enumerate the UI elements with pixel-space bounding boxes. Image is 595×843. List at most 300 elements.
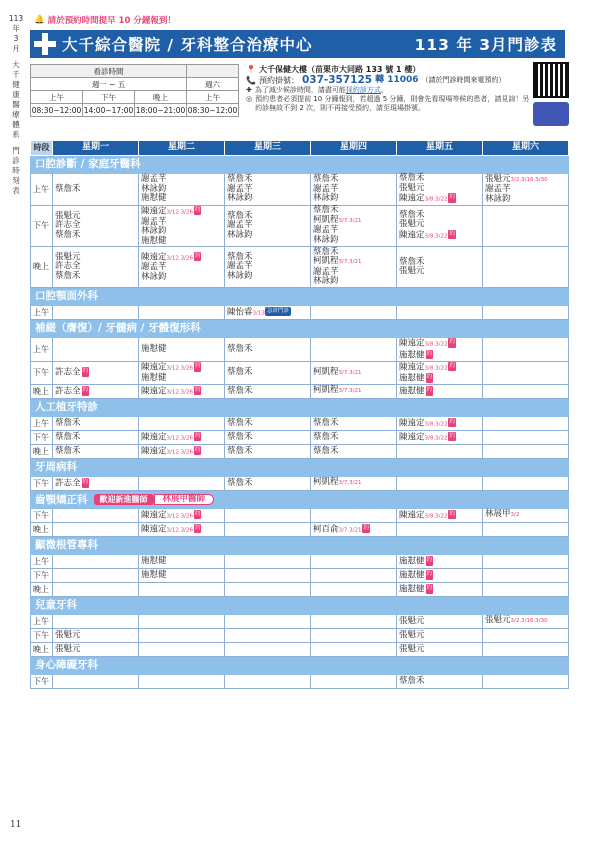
slot-label: 晚上 xyxy=(135,91,187,104)
date-note: 3/8.3/22 xyxy=(424,232,448,239)
doctor-name: 施懟健 xyxy=(399,350,425,360)
schedule-row xyxy=(31,509,569,523)
doctor-entry xyxy=(141,237,222,247)
doctor-name: 蔡詹禾 xyxy=(399,173,425,183)
appointment-badge: 約 xyxy=(426,570,434,580)
appointment-badge: 約 xyxy=(448,193,456,203)
appointment-badge: 約 xyxy=(194,252,202,262)
schedule-cell xyxy=(139,445,225,459)
facebook-icon[interactable] xyxy=(533,102,569,126)
doctor-name: 許志全 xyxy=(55,367,81,378)
schedule-cell xyxy=(483,675,569,689)
side-char: 醫 xyxy=(12,100,20,109)
doctor-entry xyxy=(313,386,394,397)
doctor-entry xyxy=(55,272,136,282)
doctor-name: 陳遠定 xyxy=(141,251,167,262)
schedule-row xyxy=(31,205,569,246)
schedule-cell xyxy=(483,629,569,643)
doctor-name: 張魁元 xyxy=(399,266,425,276)
doctor-name: 林展甲 xyxy=(485,509,511,520)
side-char: 年 xyxy=(12,24,20,33)
schedule-cell xyxy=(311,583,397,597)
schedule-cell xyxy=(311,306,397,320)
doctor-name: 蔡詹禾 xyxy=(227,385,253,396)
schedule-cell xyxy=(397,555,483,569)
doctor-entry xyxy=(141,571,222,581)
phone-prefix: 預約掛號： xyxy=(258,76,299,85)
doctor-name: 林詠鈞 xyxy=(141,271,167,282)
section-title: 人工植牙特診 xyxy=(35,400,98,413)
slot-label: 晚上 xyxy=(31,247,53,288)
doctor-entry xyxy=(485,195,566,205)
doctor-name: 柯百俞 xyxy=(313,523,339,534)
date-note: 3/12.3/26 xyxy=(166,254,193,261)
appointment-badge: 約 xyxy=(426,556,434,566)
new-doctor-badge: 歡迎新進醫師 xyxy=(94,494,154,506)
schedule-cell xyxy=(397,385,483,399)
schedule-cell xyxy=(311,477,397,491)
doctor-entry xyxy=(313,194,394,204)
appointment-badge: 約 xyxy=(426,350,434,360)
doctor-entry xyxy=(227,447,308,457)
schedule-row xyxy=(31,361,569,385)
doctor-name: 蔡詹禾 xyxy=(313,246,339,257)
doctor-entry xyxy=(399,418,480,430)
doctor-name: 陳遠定 xyxy=(399,361,425,372)
doctor-name: 謝孟芊 xyxy=(313,183,339,194)
schedule-cell xyxy=(311,569,397,583)
slot-label: 上午 xyxy=(31,91,83,104)
section-title: 齒顎矯正科 xyxy=(35,493,88,506)
schedule-cell xyxy=(139,629,225,643)
slot-time: 08:30~12:00 xyxy=(31,105,82,115)
schedule-cell xyxy=(53,431,139,445)
qr-code[interactable] xyxy=(533,62,569,98)
doctor-name: 施懟健 xyxy=(399,570,425,581)
schedule-cell xyxy=(225,417,311,431)
phone-icon: 📞 xyxy=(246,76,256,85)
schedule-cell xyxy=(225,477,311,491)
doctor-name: 柯凱程 xyxy=(313,385,339,396)
section-header xyxy=(31,537,569,555)
reduce-link[interactable]: 採約診方式 xyxy=(345,86,381,94)
slot-label: 上午 xyxy=(31,417,53,431)
doctor-entry xyxy=(399,267,480,277)
section-header xyxy=(31,657,569,675)
schedule-cell xyxy=(53,643,139,657)
doctor-entry xyxy=(141,345,222,355)
hospital-cross-icon xyxy=(34,33,56,55)
slot-label: 下午 xyxy=(31,509,53,523)
slot-label: 下午 xyxy=(31,431,53,445)
slot-label: 下午 xyxy=(83,91,135,104)
schedule-cell xyxy=(311,385,397,399)
schedule-cell xyxy=(53,385,139,399)
doctor-name: 蔡詹禾 xyxy=(313,417,339,428)
slot-label: 上午 xyxy=(31,174,53,206)
schedule-row xyxy=(31,417,569,431)
doctor-name: 陳遠定 xyxy=(399,417,425,428)
schedule-cell xyxy=(483,555,569,569)
side-char: 千 xyxy=(12,70,20,79)
schedule-cell xyxy=(53,615,139,629)
date-note: 3/13 xyxy=(252,309,265,316)
side-char: 健 xyxy=(12,80,20,89)
schedule-cell xyxy=(53,174,139,206)
doctor-entry xyxy=(227,231,308,241)
doctor-name: 陳遠定 xyxy=(141,445,167,456)
doctor-name: 蔡詹禾 xyxy=(55,270,81,281)
schedule-row xyxy=(31,445,569,459)
schedule-cell xyxy=(397,615,483,629)
slot-label: 上午 xyxy=(31,306,53,320)
doctor-entry xyxy=(313,524,394,536)
doctor-name: 蔡詹禾 xyxy=(227,445,253,456)
schedule-cell xyxy=(225,569,311,583)
schedule-cell xyxy=(311,417,397,431)
slot-label: 上午 xyxy=(31,338,53,362)
schedule-cell xyxy=(311,629,397,643)
schedule-cell xyxy=(397,417,483,431)
side-char: 體 xyxy=(12,120,20,129)
saturday-label: 週六 xyxy=(187,78,239,91)
phone-note: （請於門診時間來電預約） xyxy=(421,76,506,84)
schedule-cell xyxy=(397,431,483,445)
slot-label: 下午 xyxy=(31,205,53,246)
schedule-cell xyxy=(53,477,139,491)
appointment-badge: 約 xyxy=(426,386,434,396)
hours-header: 看診時間 xyxy=(31,65,187,78)
schedule-cell xyxy=(311,361,397,385)
doctor-name: 蔡詹禾 xyxy=(227,431,253,442)
appointment-badge: 約 xyxy=(448,338,456,348)
doctor-name: 蔡詹禾 xyxy=(55,445,81,456)
doctor-entry xyxy=(399,584,480,595)
doctor-name: 柯凱程 xyxy=(313,256,339,266)
appointment-badge: 約 xyxy=(82,386,90,396)
appointment-badge: 約 xyxy=(194,206,202,216)
schedule-cell xyxy=(53,445,139,459)
schedule-cell xyxy=(53,569,139,583)
date-note: 3/12.3/26 xyxy=(166,512,193,519)
doctor-name: 謝孟芊 xyxy=(485,184,511,195)
reduce-end: 。 xyxy=(380,86,388,94)
schedule-cell xyxy=(483,306,569,320)
schedule-cell xyxy=(483,361,569,385)
slot-header: 時段 xyxy=(31,141,53,156)
doctor-entry xyxy=(399,510,480,522)
doctor-name: 林詠鈞 xyxy=(227,270,253,281)
section-header xyxy=(31,597,569,615)
doctor-entry xyxy=(141,557,222,567)
appointment-badge: 約 xyxy=(194,432,202,442)
doctor-entry xyxy=(141,374,222,384)
doctor-entry xyxy=(55,478,136,489)
schedule-row xyxy=(31,385,569,399)
doctor-name: 施懟健 xyxy=(141,343,167,354)
doctor-name: 陳遠定 xyxy=(141,509,167,520)
doctor-name: 林詠鈞 xyxy=(313,193,339,204)
day-header: 星期五 xyxy=(397,141,483,156)
schedule-cell xyxy=(397,247,483,288)
doctor-name: 謝孟芊 xyxy=(141,216,167,227)
slot-time: 18:00~21:00 xyxy=(135,105,186,115)
schedule-cell xyxy=(483,431,569,445)
section-header xyxy=(31,320,569,338)
appointment-badge: 約 xyxy=(194,362,202,372)
doctor-name: 陳遠定 xyxy=(399,338,425,349)
date-note: 3/8.3/22 xyxy=(424,364,448,371)
schedule-cell xyxy=(139,583,225,597)
side-char: 療 xyxy=(12,110,20,119)
schedule-row xyxy=(31,675,569,689)
doctor-name: 陳遠定 xyxy=(399,193,425,204)
doctor-entry xyxy=(141,524,222,536)
schedule-cell xyxy=(225,431,311,445)
doctor-name: 許志全 xyxy=(55,261,81,272)
slot-label: 上午 xyxy=(31,615,53,629)
schedule-cell xyxy=(483,385,569,399)
schedule-cell xyxy=(483,583,569,597)
doctor-name: 蔡詹禾 xyxy=(55,183,81,194)
appointment-badge: 約 xyxy=(194,446,202,456)
schedule-cell xyxy=(53,417,139,431)
side-char: 系 xyxy=(12,130,20,139)
schedule-cell xyxy=(139,523,225,537)
schedule-cell xyxy=(397,509,483,523)
section-header xyxy=(31,491,569,509)
doctor-entry xyxy=(399,386,480,397)
side-year: 113 xyxy=(8,14,24,23)
doctor-name: 張魁元 xyxy=(485,173,511,184)
slot-label: 下午 xyxy=(31,675,53,689)
doctor-entry xyxy=(399,230,480,242)
doctor-name: 謝孟芊 xyxy=(227,261,253,272)
date-note: 3/7.3/21 xyxy=(338,388,362,395)
doctor-name: 施懟健 xyxy=(141,555,167,566)
date-note: 3/12.3/26 xyxy=(166,388,193,395)
schedule-cell xyxy=(225,306,311,320)
doctor-entry xyxy=(399,338,480,350)
doctor-entry xyxy=(55,447,136,457)
schedule-cell xyxy=(397,445,483,459)
phone-number[interactable]: 037-357125 xyxy=(301,74,373,86)
schedule-row xyxy=(31,174,569,206)
schedule-cell xyxy=(397,643,483,657)
date-note: 3/2.3/16.3/30 xyxy=(510,176,548,183)
doctor-name: 張魁元 xyxy=(399,182,425,193)
schedule-cell xyxy=(225,675,311,689)
bell-icon: 🔔 xyxy=(34,15,45,25)
doctor-name: 林詠鈞 xyxy=(227,193,253,204)
side-char: 門 xyxy=(12,146,20,155)
schedule-cell xyxy=(397,477,483,491)
doctor-name: 蔡詹禾 xyxy=(399,209,425,220)
schedule-cell xyxy=(53,583,139,597)
doctor-name: 蔡詹禾 xyxy=(399,675,425,686)
doctor-name: 陳遠定 xyxy=(141,206,167,216)
doctor-name: 林詠鈞 xyxy=(485,193,511,204)
schedule-cell xyxy=(53,629,139,643)
doctor-name: 蔡詹禾 xyxy=(55,431,81,442)
doctor-entry xyxy=(55,367,136,378)
doctor-name: 蔡詹禾 xyxy=(313,205,339,216)
schedule-cell xyxy=(397,583,483,597)
section-title: 身心障礙牙科 xyxy=(35,658,98,671)
schedule-cell xyxy=(225,629,311,643)
date-note: 3/12.3/26 xyxy=(166,434,193,441)
schedule-cell xyxy=(139,205,225,246)
section-header xyxy=(31,288,569,306)
doctor-name: 張魁元 xyxy=(55,629,81,640)
doctor-entry xyxy=(485,510,566,521)
doctor-name: 蔡詹禾 xyxy=(227,417,253,428)
doctor-name: 謝孟芊 xyxy=(313,266,339,277)
schedule-cell xyxy=(225,445,311,459)
notice xyxy=(34,14,176,26)
date-note: 3/12.3/26 xyxy=(166,209,193,215)
schedule-cell xyxy=(139,675,225,689)
plus-icon: ✚ xyxy=(246,86,252,94)
schedule-cell xyxy=(225,205,311,246)
doctor-name: 林詠鈞 xyxy=(313,234,339,245)
slot-label: 下午 xyxy=(31,361,53,385)
slot-label: 晚上 xyxy=(31,385,53,399)
schedule-cell xyxy=(225,361,311,385)
doctor-entry xyxy=(313,478,394,489)
schedule-cell xyxy=(483,338,569,362)
doctor-entry xyxy=(55,433,136,443)
doctor-name: 張魁元 xyxy=(399,615,425,626)
slot-time: 14:00~17:00 xyxy=(83,105,134,115)
date-note: 3/7.3/21 xyxy=(338,526,362,533)
section-header xyxy=(31,459,569,477)
doctor-name: 陳遠定 xyxy=(399,431,425,442)
weekday-label: 週一 ~ 五 xyxy=(31,78,187,91)
schedule-cell xyxy=(483,477,569,491)
schedule-row xyxy=(31,569,569,583)
doctor-name: 蔡詹禾 xyxy=(399,256,425,267)
schedule-cell xyxy=(311,643,397,657)
slot-label: 下午 xyxy=(31,477,53,491)
doctor-name: 蔡詹禾 xyxy=(227,251,253,262)
date-note: 3/7.3/21 xyxy=(338,259,362,265)
schedule-cell xyxy=(225,174,311,206)
schedule-row xyxy=(31,306,569,320)
schedule-cell xyxy=(225,509,311,523)
slot-label: 下午 xyxy=(31,629,53,643)
doctor-name: 謝孟芊 xyxy=(141,174,167,185)
info-icon: ◎ xyxy=(246,95,253,103)
doctor-name: 許志全 xyxy=(55,386,81,397)
schedule-cell xyxy=(139,247,225,288)
clinic-badge: 急診門診 xyxy=(265,307,291,317)
doctor-name: 施懟健 xyxy=(399,556,425,567)
section-title: 兒童牙科 xyxy=(35,598,77,611)
notice-text: 請於預約時間提早 10 分鐘報到！ xyxy=(47,16,176,26)
doctor-name: 施懟健 xyxy=(141,569,167,580)
doctor-entry xyxy=(485,616,566,627)
appointment-badge: 約 xyxy=(448,362,456,372)
schedule-row xyxy=(31,615,569,629)
date-note: 3/8.3/22 xyxy=(424,341,448,348)
slot-label: 晚上 xyxy=(31,523,53,537)
doctor-name: 陳怡睿 xyxy=(227,306,253,317)
doctor-name: 柯凱程 xyxy=(313,477,339,488)
appointment-badge: 約 xyxy=(194,524,202,534)
schedule-cell xyxy=(397,205,483,246)
schedule-cell xyxy=(483,445,569,459)
doctor-entry xyxy=(399,631,480,641)
side-char: 診 xyxy=(12,156,20,165)
doctor-entry xyxy=(399,220,480,230)
slot-label: 上午 xyxy=(187,91,239,104)
schedule-cell xyxy=(311,174,397,206)
doctor-name: 謝孟芊 xyxy=(313,225,339,236)
booking-note: 預約患者必須提前 10 分鐘報到，若超過 5 分鐘，則會先看現場等候的患者，請見諒！另約診無故不到 2 次，則不再接受預約，請至現場掛號。 xyxy=(255,95,530,112)
doctor-entry xyxy=(55,631,136,641)
date-note: 3/2.3/16.3/30 xyxy=(510,618,548,625)
doctor-name: 張魁元 xyxy=(399,629,425,640)
doctor-entry xyxy=(227,194,308,204)
date-note: 3/8.3/22 xyxy=(424,196,448,203)
schedule-cell xyxy=(53,247,139,288)
schedule-cell xyxy=(483,615,569,629)
schedule-cell xyxy=(53,509,139,523)
doctor-name: 謝孟芊 xyxy=(227,183,253,194)
day-header: 星期三 xyxy=(225,141,311,156)
doctor-name: 蔡詹禾 xyxy=(227,477,253,488)
schedule-cell xyxy=(53,205,139,246)
appointment-badge: 約 xyxy=(426,584,434,594)
reduce-text: 為了減少候診時間，請盡可能 xyxy=(254,86,346,94)
date-note: 3/12.3/26 xyxy=(166,365,193,372)
schedule-cell xyxy=(225,385,311,399)
doctor-entry xyxy=(141,446,222,458)
hours-table xyxy=(30,64,239,117)
doctor-name: 張魁元 xyxy=(399,643,425,654)
doctor-entry xyxy=(399,432,480,444)
schedule-row xyxy=(31,583,569,597)
schedule-cell xyxy=(225,583,311,597)
schedule-cell xyxy=(483,205,569,246)
appointment-badge: 約 xyxy=(426,373,434,383)
doctor-name: 林詠鈞 xyxy=(313,276,339,286)
doctor-entry xyxy=(227,307,308,319)
side-char: 康 xyxy=(12,90,20,99)
doctor-entry xyxy=(227,387,308,397)
doctor-name: 張魁元 xyxy=(399,219,425,229)
schedule-cell xyxy=(225,615,311,629)
slot-label: 下午 xyxy=(31,569,53,583)
appointment-badge: 約 xyxy=(362,524,370,534)
day-header: 星期六 xyxy=(483,141,569,156)
schedule-row xyxy=(31,523,569,537)
appointment-badge: 約 xyxy=(194,510,202,520)
side-char: 刻 xyxy=(12,176,20,185)
slot-label: 上午 xyxy=(31,555,53,569)
schedule-cell xyxy=(139,555,225,569)
doctor-entry xyxy=(399,570,480,581)
side-char: 表 xyxy=(12,186,20,195)
doctor-entry xyxy=(313,236,394,246)
doctor-name: 許志全 xyxy=(55,220,81,231)
schedule-cell xyxy=(311,615,397,629)
schedule-cell xyxy=(397,338,483,362)
schedule-row xyxy=(31,643,569,657)
appointment-badge: 約 xyxy=(448,418,456,428)
doctor-entry xyxy=(141,432,222,444)
